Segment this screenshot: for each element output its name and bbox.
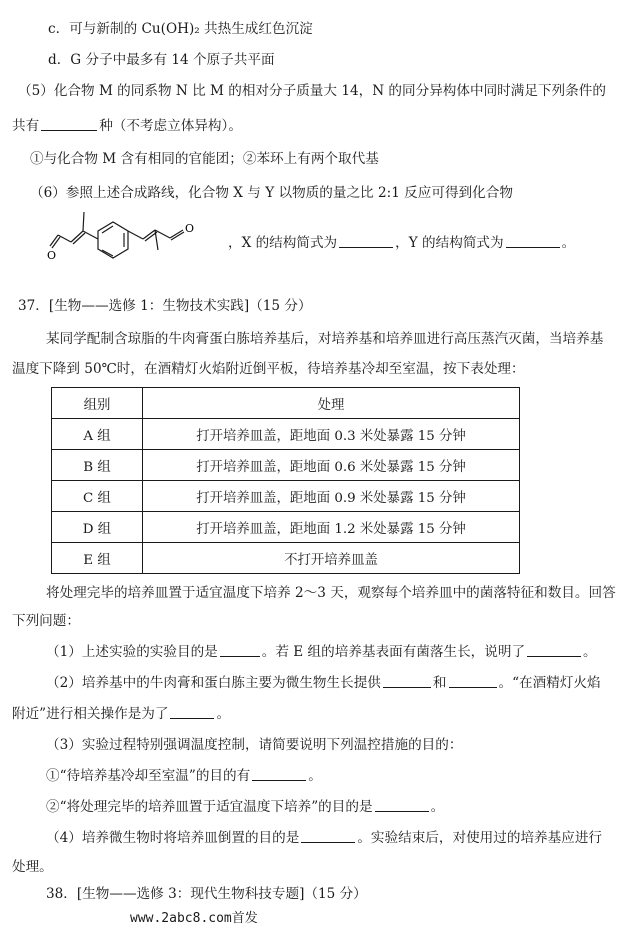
q5-suffix: 种（不考虑立体异构）。 xyxy=(99,118,242,134)
table-header: 组别 xyxy=(52,388,143,419)
answer-blank[interactable] xyxy=(383,674,431,688)
q6-line1: （6）参照上述合成路线，化合物 X 与 Y 以物质的量之比 2:1 反应可得到化合物 xyxy=(30,185,513,201)
q37-after-table1: 将处理完毕的培养皿置于适宜温度下培养 2～3 天，观察每个培养皿中的菌落特征和数目。回答 xyxy=(46,585,616,601)
treatment-table xyxy=(51,387,520,574)
q6-y-label: ，Y 的结构简式为 xyxy=(395,235,504,251)
table-row xyxy=(52,419,520,450)
answer-blank[interactable] xyxy=(449,674,497,688)
q37-sub4 xyxy=(46,829,623,847)
answer-blank[interactable] xyxy=(41,117,97,131)
sub3-2-end: 。 xyxy=(430,799,445,815)
table-cell: C 组 xyxy=(52,481,143,512)
sub4-text-a: （4）培养微生物时将培养皿倒置的目的是 xyxy=(46,830,300,846)
q37-heading: 37．[生物——选修 1：生物技术实践]（15 分） xyxy=(18,298,312,314)
option-c: c．可与新制的 Cu(OH)₂ 共热生成红色沉淀 xyxy=(48,21,313,37)
table-cell: A 组 xyxy=(52,419,143,450)
answer-blank[interactable] xyxy=(375,798,429,812)
table-cell: 打开培养皿盖，距地面 1.2 米处暴露 15 分钟 xyxy=(143,512,520,543)
dialdehyde-structure xyxy=(38,200,218,270)
q5-line2 xyxy=(12,117,623,135)
q37-intro1: 某同学配制含琼脂的牛肉膏蛋白胨培养基后，对培养基和培养皿进行高压蒸汽灭菌，当培养基 xyxy=(46,331,604,347)
atom-label-left: O xyxy=(47,249,57,262)
atom-label-right: O xyxy=(185,222,195,235)
q6-x-label: ，X 的结构简式为 xyxy=(228,235,338,251)
answer-blank[interactable] xyxy=(527,643,581,657)
sub2-text-d: 附近”进行相关操作是为了 xyxy=(12,706,169,722)
option-d: d．G 分子中最多有 14 个原子共平面 xyxy=(48,52,275,68)
q6-end: 。 xyxy=(561,235,576,251)
sub2-text-a: （2）培养基中的牛肉膏和蛋白胨主要为微生物生长提供 xyxy=(46,675,381,691)
q37-sub3-1 xyxy=(46,767,623,785)
q5-conditions: ①与化合物 M 含有相同的官能团；②苯环上有两个取代基 xyxy=(30,151,379,167)
q38-heading: 38．[生物——选修 3：现代生物科技专题]（15 分） xyxy=(46,886,367,902)
q37-after-table2: 下列问题： xyxy=(12,613,80,629)
q5-line1: （5）化合物 M 的同系物 N 比 M 的相对分子质量大 14，N 的同分异构体中同时满足下列条件的 xyxy=(18,83,606,99)
answer-blank[interactable] xyxy=(220,643,260,657)
table-cell: 打开培养皿盖，距地面 0.6 米处暴露 15 分钟 xyxy=(143,450,520,481)
sub4-text-b: 。实验结束后，对使用过的培养基应进行 xyxy=(357,830,603,846)
table-row xyxy=(52,450,520,481)
sub3-2-text: ②“将处理完毕的培养皿置于适宜温度下培养”的目的是 xyxy=(46,799,373,815)
answer-blank[interactable] xyxy=(170,705,214,719)
table-cell: B 组 xyxy=(52,450,143,481)
table-row xyxy=(52,481,520,512)
q37-sub1 xyxy=(46,643,623,661)
table-cell: 打开培养皿盖，距地面 0.3 米处暴露 15 分钟 xyxy=(143,419,520,450)
table-cell: 打开培养皿盖，距地面 0.9 米处暴露 15 分钟 xyxy=(143,481,520,512)
table-row xyxy=(52,512,520,543)
sub3-1-end: 。 xyxy=(308,768,322,784)
table-cell: E 组 xyxy=(52,543,143,574)
sub2-text-c: 。“在酒精灯火焰 xyxy=(498,675,601,691)
sub2-text-e: 。 xyxy=(216,706,231,722)
answer-blank[interactable] xyxy=(506,234,560,248)
q5-prefix: 共有 xyxy=(12,118,40,134)
q37-intro2: 温度下降到 50℃时，在酒精灯火焰附近倒平板，待培养基冷却至室温，按下表处理： xyxy=(12,361,525,377)
table-header: 处理 xyxy=(143,388,520,419)
sub3-1-text: ①“待培养基冷却至室温”的目的有 xyxy=(46,768,251,784)
footer-watermark: www.2abc8.com首发 xyxy=(130,911,258,926)
answer-blank[interactable] xyxy=(339,234,393,248)
table-cell: D 组 xyxy=(52,512,143,543)
table-header-row xyxy=(52,388,520,419)
q37-sub2 xyxy=(46,674,623,692)
q37-sub3-2 xyxy=(46,798,623,816)
answer-blank[interactable] xyxy=(252,767,306,781)
answer-blank[interactable] xyxy=(301,829,355,843)
q6-answer-line xyxy=(228,234,623,252)
table-row xyxy=(52,543,520,574)
q37-sub3: （3）实验过程特别强调温度控制，请简要说明下列温控措施的目的： xyxy=(46,737,463,753)
sub1-text-a: （1）上述实验的实验目的是 xyxy=(46,644,218,660)
sub2-text-b: 和 xyxy=(432,675,447,691)
sub1-text-b: 。若 E 组的培养基表面有菌落生长，说明了 xyxy=(261,644,526,660)
q37-sub2-cont xyxy=(12,705,623,723)
sub1-text-c: 。 xyxy=(583,644,597,660)
table-cell: 不打开培养皿盖 xyxy=(143,543,520,574)
q37-sub4-cont: 处理。 xyxy=(12,859,53,875)
